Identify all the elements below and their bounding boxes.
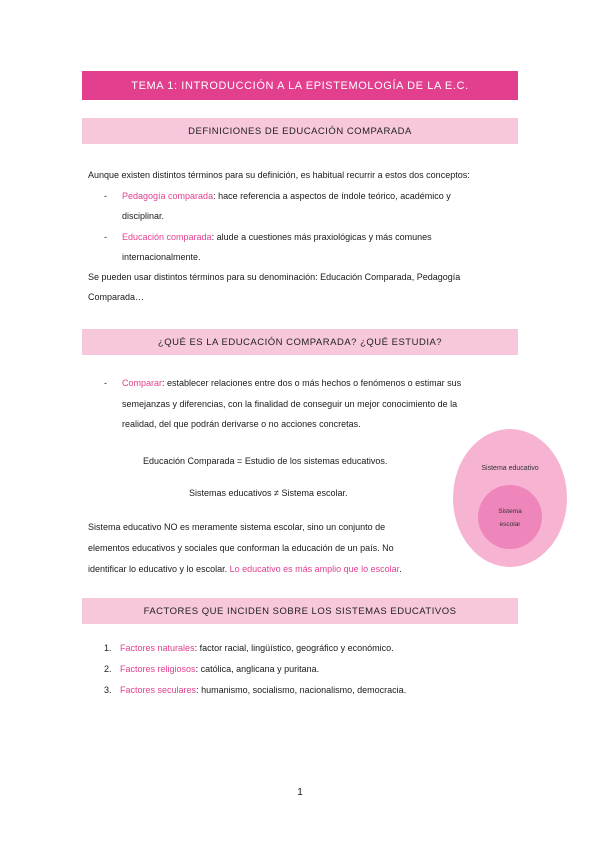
venn-diagram <box>450 427 570 569</box>
list-item <box>104 659 319 680</box>
bullet-dash: - <box>104 232 107 242</box>
bullet-dash: - <box>104 191 107 201</box>
formula-educacion-comparada: Educación Comparada = Estudio de los sistemas educativos. <box>143 456 388 466</box>
definitions-outro: Se pueden usar distintos términos para su denominación: Educación Comparada, Pedagogía <box>88 272 461 282</box>
section-heading-text: DEFINICIONES DE EDUCACIÓN COMPARADA <box>188 125 412 137</box>
document-title-text: TEMA 1: INTRODUCCIÓN A LA EPISTEMOLOGÍA DE LA E.C. <box>131 79 469 92</box>
section-heading-factores <box>82 598 518 624</box>
formula-sistemas: Sistemas educativos ≠ Sistema escolar. <box>189 488 348 498</box>
sistema-para-highlight: Lo educativo es más amplio que lo escolar <box>229 564 400 574</box>
sistema-educativo-label: Sistema educativo <box>481 465 539 472</box>
comparar-term: Comparar <box>122 378 163 388</box>
definition-text: : hace referencia a aspectos de índole teórico, académico y <box>213 191 451 201</box>
bullet-dash: - <box>104 378 107 388</box>
factor-text: : humanismo, socialismo, nacionalismo, democracia. <box>196 685 407 695</box>
definition-item-educacion <box>122 227 518 248</box>
factor-text: : católica, anglicana y puritana. <box>195 664 320 674</box>
list-item <box>104 680 406 701</box>
section-heading-text: FACTORES QUE INCIDEN SOBRE LOS SISTEMAS EDUCATIVOS <box>143 605 457 617</box>
page-number: 1 <box>297 787 303 798</box>
list-item <box>104 638 394 659</box>
sistema-para-line-2: elementos educativos y sociales que conforman la educación de un país. No <box>88 543 394 553</box>
definition-text-cont: internacionalmente. <box>122 252 201 262</box>
sistema-para-line-1: Sistema educativo NO es meramente sistema escolar, sino un conjunto de <box>88 522 386 532</box>
comparar-line-1 <box>122 373 518 394</box>
section-heading-definiciones <box>82 118 518 144</box>
comparar-line-3: realidad, del que podrán derivarse o no acciones concretas. <box>122 419 361 429</box>
factor-text: : factor racial, lingüístico, geográfico y económico. <box>194 643 394 653</box>
factor-term: Factores seculares <box>120 685 197 695</box>
sistema-escolar-label-2: escolar <box>499 521 521 528</box>
definition-item-pedagogia <box>122 186 518 207</box>
factor-term: Factores naturales <box>120 643 195 653</box>
comparar-line-2: semejanzas y diferencias, con la finalidad de conseguir un mejor conocimiento de la <box>122 399 458 409</box>
list-number: 2. <box>104 664 112 674</box>
comparar-text: : establecer relaciones entre dos o más hechos o fenómenos o estimar sus <box>162 378 462 388</box>
section-heading-text: ¿QUÉ ES LA EDUCACIÓN COMPARADA? ¿QUÉ ESTUDIA? <box>157 336 443 348</box>
definitions-intro: Aunque existen distintos términos para su definición, es habitual recurrir a estos dos conceptos: <box>88 170 470 180</box>
definition-text-cont: disciplinar. <box>122 211 165 221</box>
definitions-outro-cont: Comparada… <box>88 292 145 302</box>
section-heading-que-es <box>82 329 518 355</box>
sistema-escolar-label-1: Sistema <box>498 508 522 515</box>
document-title <box>82 71 518 100</box>
sistema-para-end: . <box>399 564 402 574</box>
sistema-escolar-ellipse <box>478 485 542 549</box>
sistema-para-plain: identificar lo educativo y lo escolar. <box>88 564 230 574</box>
definition-text: : alude a cuestiones más praxiológicas y más comunes <box>211 232 432 242</box>
definition-term: Pedagogía comparada <box>122 191 214 201</box>
factor-term: Factores religiosos <box>120 664 196 674</box>
definition-term: Educación comparada <box>122 232 212 242</box>
list-number: 3. <box>104 685 112 695</box>
sistema-para-line-3 <box>88 559 402 580</box>
list-number: 1. <box>104 643 112 653</box>
